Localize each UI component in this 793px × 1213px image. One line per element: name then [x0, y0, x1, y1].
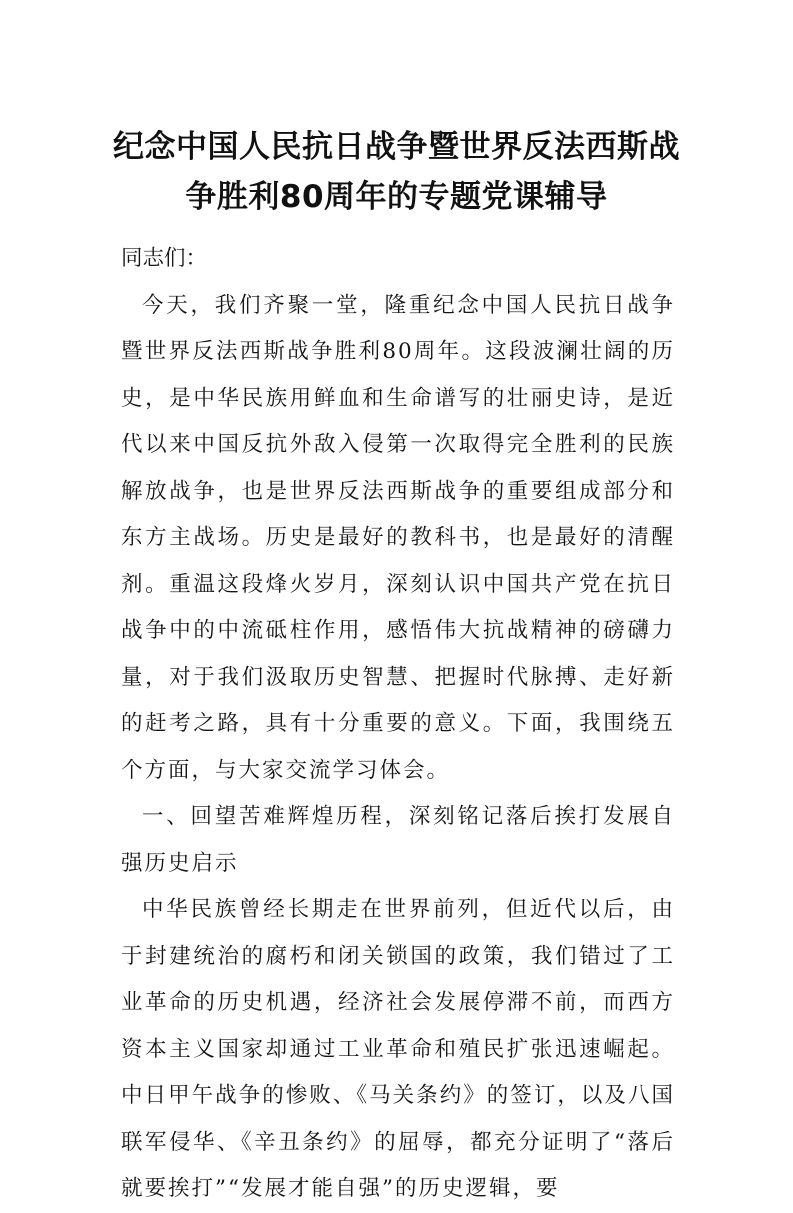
salutation: 同志们：	[121, 246, 208, 271]
document-body	[121, 236, 675, 1213]
document-title-line-1: 纪念中国人民抗日战争暨世界反法西斯战	[113, 129, 680, 165]
section-paragraph: 中华民族曾经长期走在世界前列，但近代以后，由于封建统治的腐朽和闭关锁国的政策，我们错过了工业革命的历史机遇，经济社会发展停滞不前，而西方资本主义国家却通过工业革命和殖民扩张迅速崛起。中日甲午战争的惨败、《马关条约》的签订，以及八国联军侵华、《辛丑条约》的屈辱，都充分证明了“落后就要挨打”“发展才能自强”的历史逻辑，要	[121, 897, 675, 1201]
document-title-line-2: 争胜利80周年的专题党课辅导	[185, 179, 608, 215]
intro-paragraph: 今天，我们齐聚一堂，隆重纪念中国人民抗日战争暨世界反法西斯战争胜利80周年。这段波澜壮阔的历史，是中华民族用鲜血和生命谱写的壮丽史诗，是近代以来中国反抗外敌入侵第一次取得完全胜利的民族解放战争，也是世界反法西斯战争的重要组成部分和东方主战场。历史是最好的教科书，也是最好的清醒剂。重温这段烽火岁月，深刻认识中国共产党在抗日战争中的中流砥柱作用，感悟伟大抗战精神的磅礴力量，对于我们汲取历史智慧、把握时代脉搏、走好新的赶考之路，具有十分重要的意义。下面，我围绕五个方面，与大家交流学习体会。	[121, 292, 675, 783]
section-heading: 一、回望苦难辉煌历程，深刻铭记落后挨打发展自强历史启示	[121, 804, 675, 876]
